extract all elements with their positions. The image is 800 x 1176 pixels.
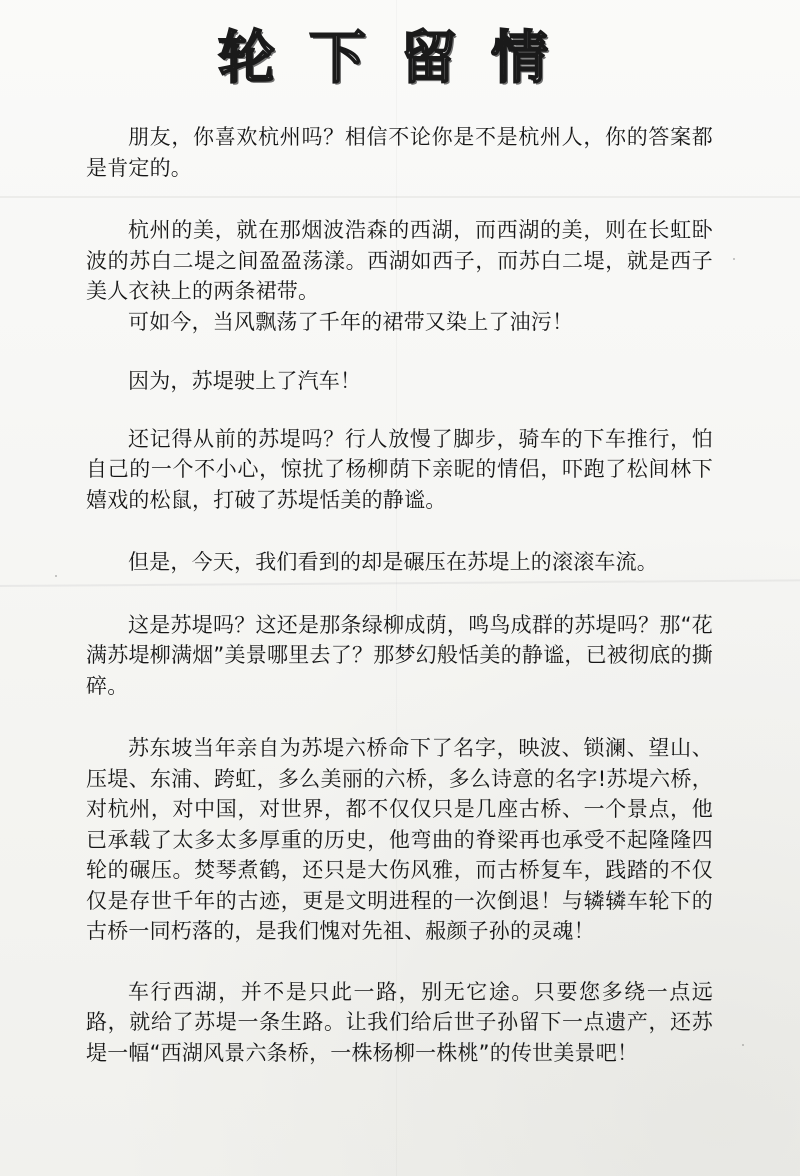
paragraph: 这是苏堤吗？这还是那条绿柳成荫，鸣鸟成群的苏堤吗？那“花满苏堤柳满烟”美景哪里去了？那梦幻般恬美的静谧，已被彻底的撕碎。 xyxy=(86,612,713,698)
page-title: 轮下留情 xyxy=(218,25,582,91)
paragraph: 杭州的美，就在那烟波浩森的西湖，而西湖的美，则在长虹卧波的苏白二堤之间盈盈荡漾。西湖如西子，而苏白二堤，就是西子美人衣袂上的两条裙带。 xyxy=(86,218,713,303)
paragraph: 可如今，当风飘荡了千年的裙带又染上了油污！ xyxy=(128,309,574,334)
paragraph: 但是，今天，我们看到的却是碾压在苏堤上的滚滚车流。 xyxy=(128,550,658,574)
paper-speck xyxy=(742,1044,744,1046)
paragraph: 因为，苏堤驶上了汽车！ xyxy=(128,369,362,393)
article-body xyxy=(86,122,713,1068)
paragraph: 苏东坡当年亲自为苏堤六桥命下了名字，映波、锁澜、望山、压堤、东浦、跨虹，多么美丽的六桥，多么诗意的名字!苏堤六桥，对杭州，对中国，对世界，都不仅仅只是几座古桥、一个景点，他已承载了太多太多厚重的历史，他弯曲的脊梁再也承受不起隆隆四轮的碾压。焚琴煮鹤，还只是大伤风雅，而古桥复车，践踏的不仅仅是存世千年的古迹，更是文明进程的一次倒退！与辚辚车轮下的古桥一同朽落的，是我们愧对先祖、赧颜子孙的灵魂！ xyxy=(86,736,713,943)
paragraph: 车行西湖，并不是只此一路，别无它途。只要您多绕一点远路，就给了苏堤一条生路。让我们给后世子孙留下一点遗产，还苏堤一幅“西湖风景六条桥，一株杨柳一株桃”的传世美景吧！ xyxy=(86,979,713,1065)
paragraph: 朋友，你喜欢杭州吗？相信不论你是不是杭州人，你的答案都是肯定的。 xyxy=(86,125,713,180)
paper-speck xyxy=(733,258,735,260)
paragraph: 还记得从前的苏堤吗？行人放慢了脚步，骑车的下车推行，怕自己的一个不小心，惊扰了杨柳荫下亲昵的情侣，吓跑了松间林下嬉戏的松鼠，打破了苏堤恬美的静谧。 xyxy=(86,426,713,512)
paper-speck xyxy=(55,575,57,577)
